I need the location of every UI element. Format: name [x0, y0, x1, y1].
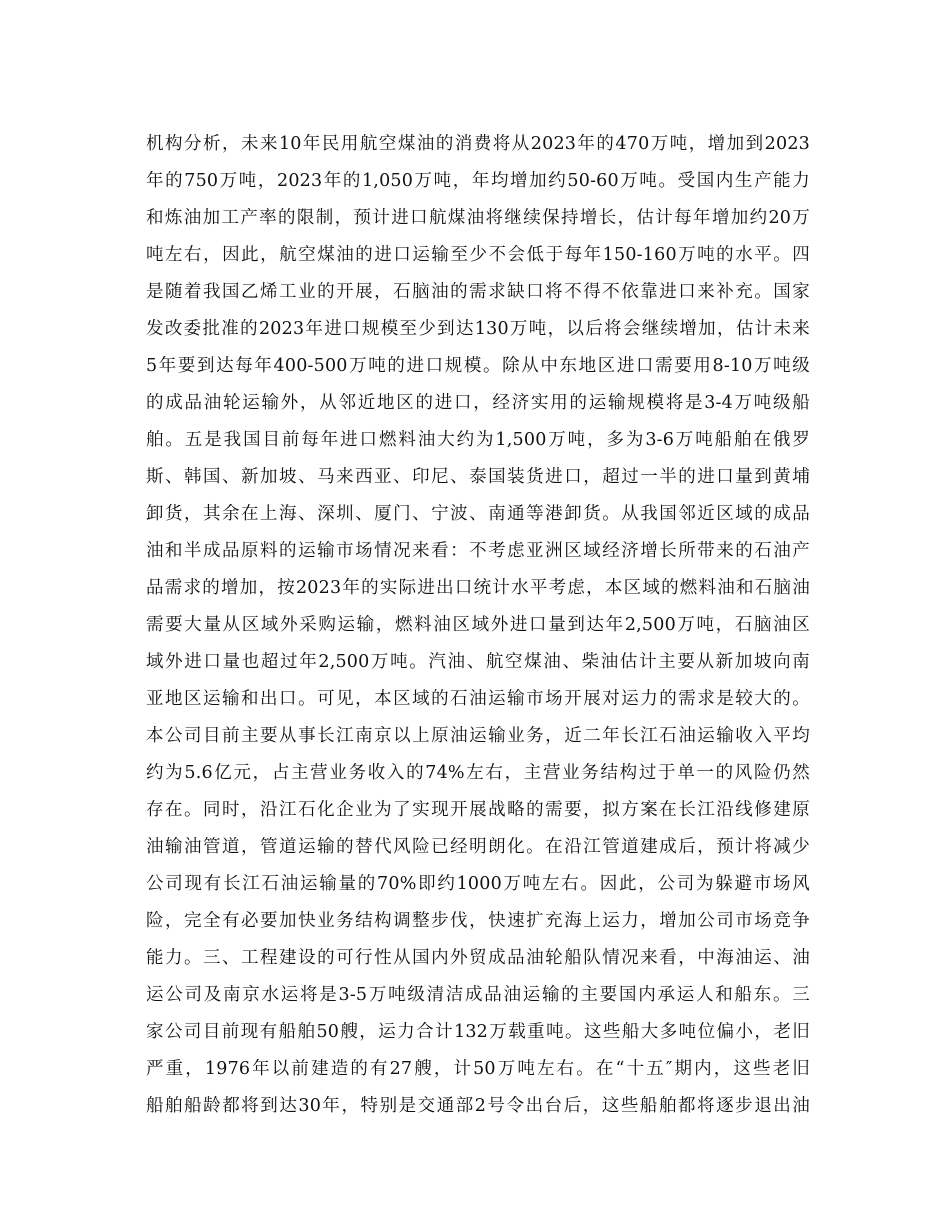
- text-line: 品需求的增加，按2023年的实际进出口统计水平考虑，本区域的燃料油和石脑油: [146, 578, 810, 598]
- text-line: 家公司目前现有船舶50艘，运力合计132万载重吨。这些船大多吨位偏小，老旧: [146, 1022, 810, 1042]
- text-line: 本公司目前主要从事长江南京以上原油运输业务，近二年长江石油运输收入平均: [146, 726, 810, 746]
- text-line: 斯、韩国、新加坡、马来西亚、印尼、泰国装货进口，超过一半的进口量到黄埔: [146, 467, 810, 487]
- text-line: 卸货，其余在上海、深圳、厦门、宁波、南通等港卸货。从我国邻近区域的成品: [146, 504, 810, 524]
- text-line: 发改委批准的2023年进口规模至少到达130万吨，以后将会继续增加，估计未来: [146, 319, 810, 339]
- text-line: 约为5.6亿元，占主营业务收入的74%左右，主营业务结构过于单一的风险仍然: [146, 763, 810, 783]
- text-line: 险，完全有必要加快业务结构调整步伐，快速扩充海上运力，增加公司市场竞争: [146, 911, 810, 931]
- text-line: 的成品油轮运输外，从邻近地区的进口，经济实用的运输规模将是3-4万吨级船: [146, 393, 810, 413]
- text-line: 亚地区运输和出口。可见，本区域的石油运输市场开展对运力的需求是较大的。: [146, 689, 810, 709]
- text-line: 船舶船龄都将到达30年，特别是交通部2号令出台后，这些船舶都将逐步退出油: [146, 1096, 810, 1116]
- text-line: 能力。三、工程建设的可行性从国内外贸成品油轮船队情况来看，中海油运、油: [146, 948, 810, 968]
- text-line: 公司现有长江石油运输量的70%即约1000万吨左右。因此，公司为躲避市场风: [146, 874, 810, 894]
- text-line: 需要大量从区域外采购运输，燃料油区域外进口量到达年2,500万吨，石脑油区: [146, 615, 810, 635]
- text-line: 和炼油加工产率的限制，预计进口航煤油将继续保持增长，估计每年增加约20万: [146, 208, 810, 228]
- text-line: 舶。五是我国目前每年进口燃料油大约为1,500万吨，多为3-6万吨船舶在俄罗: [146, 430, 810, 450]
- text-line: 5年要到达每年400-500万吨的进口规模。除从中东地区进口需要用8-10万吨级: [146, 356, 810, 376]
- text-line: 机构分析，未来10年民用航空煤油的消费将从2023年的470万吨，增加到2023: [146, 134, 810, 154]
- text-line: 严重，1976年以前建造的有27艘，计50万吨左右。在“十五″期内，这些老旧: [146, 1059, 810, 1079]
- text-line: 油和半成品原料的运输市场情况来看：不考虑亚洲区域经济增长所带来的石油产: [146, 541, 810, 561]
- body-text: [146, 126, 810, 1125]
- text-line: 是随着我国乙烯工业的开展，石脑油的需求缺口将不得不依靠进口来补充。国家: [146, 282, 810, 302]
- text-line: 存在。同时，沿江石化企业为了实现开展战略的需要，拟方案在长江沿线修建原: [146, 800, 810, 820]
- text-line: 域外进口量也超过年2,500万吨。汽油、航空煤油、柴油估计主要从新加坡向南: [146, 652, 810, 672]
- text-line: 油输油管道，管道运输的替代风险已经明朗化。在沿江管道建成后，预计将减少: [146, 837, 810, 857]
- text-line: 年的750万吨，2023年的1,050万吨，年均增加约50-60万吨。受国内生产能力: [146, 171, 810, 191]
- text-line: 运公司及南京水运将是3-5万吨级清洁成品油运输的主要国内承运人和船东。三: [146, 985, 810, 1005]
- text-line: 吨左右，因此，航空煤油的进口运输至少不会低于每年150-160万吨的水平。四: [146, 245, 810, 265]
